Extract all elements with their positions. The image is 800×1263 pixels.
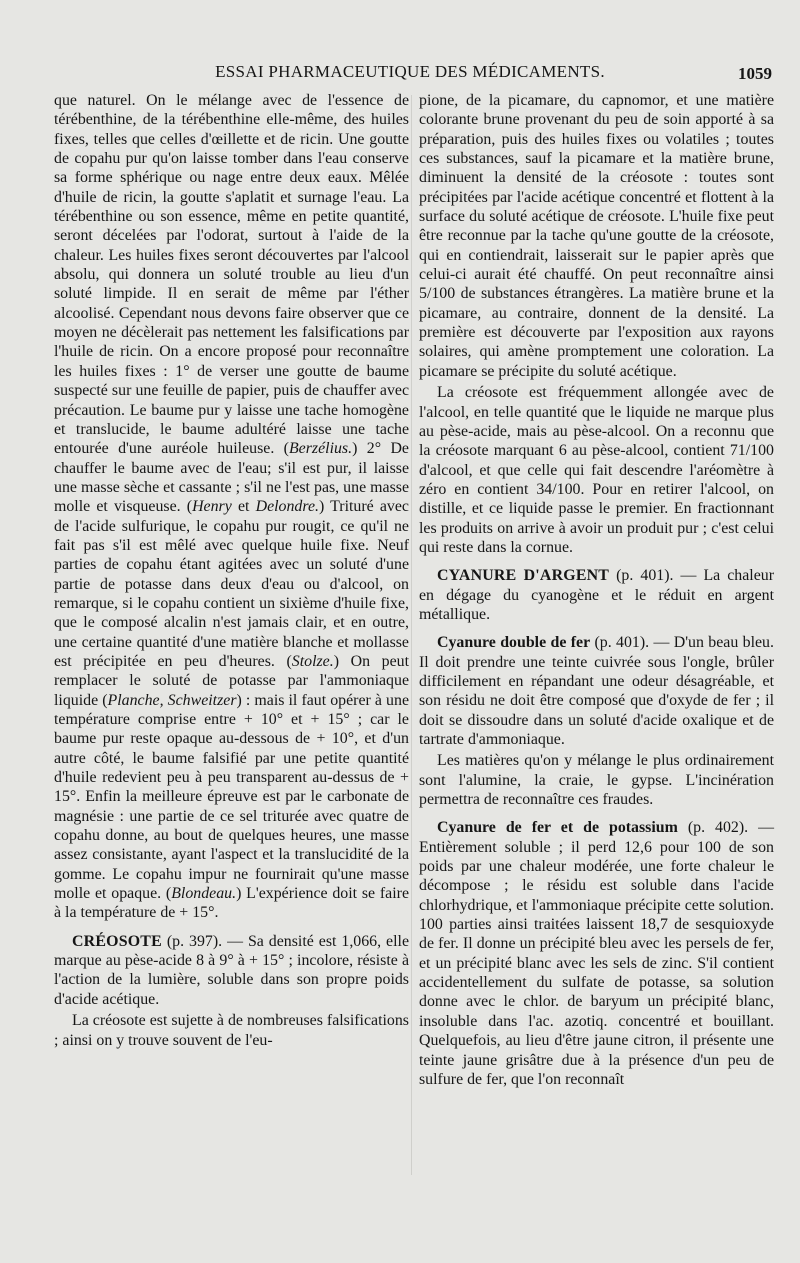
cyanure-argent-entry (419, 566, 774, 624)
entry-heading: Cyanure de fer et de potassium (437, 819, 678, 837)
creosote-entry (54, 932, 409, 1009)
citation: Blondeau. (171, 885, 237, 903)
page-number: 1059 (738, 64, 772, 83)
citation: Henry (192, 498, 232, 516)
entry-text: (p. 402). — Entièrement soluble ; il perd 12,6 pour 100 de son poids par une chaleur modérée, une forte chaleur le décompose ; le résidu est soluble dans l'acide chlorhydrique, et l'ammoniaque précipite cette solution. 100 parties ainsi traitées laissent 18,7 de sesquioxyde de fer. Il donne un précipité bleu avec les persels de fer, et un précipité blanc avec les sels de zinc. S'il contient accidentellement du sulfate de potasse, sa solution donne avec le chlor. de baryum un précipité blanc, insoluble dans l'ac. azotiq. concentré et bouillant. Quelquefois, au lieu d'être jaune citron, il présente une teinte jaune grisâtre due à la présence d'un peu de sulfure de fer, que l'on reconnaît (419, 819, 774, 1088)
citation: Delondre. (255, 498, 319, 516)
citation: Stolze. (291, 652, 334, 670)
entry-text: (p. 401). — D'un beau bleu. Il doit prendre une teinte cuivrée sous l'ongle, brûler difficilement en répandant une odeur désagréable, et son résidu ne doit être composé que d'oxyde de fer ; il doit se dissoudre dans un soluté d'acide oxalique et de tartrate d'ammoniaque. (419, 634, 774, 748)
creosote-falsification-paragraph (54, 1011, 409, 1050)
paragraph-text: La créosote est sujette à de nombreuses falsifications ; ainsi on y trouve souvent de l'eu- (54, 1012, 409, 1049)
left-column (54, 91, 409, 1050)
entry-heading: Cyanure double de fer (437, 634, 591, 652)
paragraph-text: que naturel. On le mélange avec de l'essence de térébenthine, de la térébenthine elle-même, des huiles fixes, telles que celles d'œillette et de ricin. Une goutte de copahu pur qu'on laisse tomber dans l'eau conserve sa forme sphérique ou nage entre deux eaux. Mêlée d'huile de ricin, la goutte s'aplatit et surnage l'eau. La térébenthine ou son essence, même en petite quantité, seront décelées par l'odorat, surtout à l'aide de la chaleur. Les huiles fixes seront découvertes par l'alcool absolu, qui donnera un soluté trouble au lieu d'un soluté limpide. Il en serait de même par l'éther alcoolisé. Cependant nous devons faire observer que ce moyen ne décèlerait pas nettement les falsifications par l'huile de ricin. On a encore proposé pour reconnaître les huiles fixes : 1° de verser une goutte de baume suspecté sur une feuille de papier, puis de chauffer avec précaution. Le baume pur y laisse une tache homogène et translucide, le baume adultéré laisse une tache entourée d'une auréole huileuse. ( (54, 92, 409, 458)
citation: Berzélius. (288, 440, 353, 458)
right-column (419, 91, 774, 1089)
paragraph-text: Les matières qu'on y mélange le plus ordinairement sont l'alumine, la craie, le gypse. L'incinération permettra de reconnaître ces fraudes. (419, 752, 774, 809)
cyanure-fer-entry (419, 633, 774, 749)
entry-heading: CYANURE D'ARGENT (437, 567, 610, 585)
page-title: ESSAI PHARMACEUTIQUE DES MÉDICAMENTS. (215, 62, 605, 81)
cyanure-potassium-entry (419, 818, 774, 1089)
paragraph-text: ) L'expérience doit se faire à la température de + 15°. (54, 885, 409, 922)
entry-heading: CRÉOSOTE (72, 932, 162, 950)
entry-text: (p. 401). — La chaleur en dégage du cyanogène et le réduit en argent métallique. (419, 567, 774, 623)
paragraph-text: La créosote est fréquemment allongée avec de l'alcool, en telle quantité que le liquide ne marque plus au pèse-acide, mais au pèse-alcool. On a reconnu que la créosote marquant 6 au pèse-alcool, contient 71/100 d'alcool, et que celle qui fait descendre l'aréomètre à zéro en contient 34/100. Pour en retirer l'alcool, on distille, et ce liquide passe le premier. En fractionnant les produits on arrive à avoir un produit pur ; c'est celui qui reste dans la cornue. (419, 384, 774, 556)
creosote-continuation-paragraph (419, 91, 774, 381)
copahu-falsification-paragraph (54, 91, 409, 923)
citation: Planche, Schweitzer (107, 691, 237, 709)
paragraph-text: ) On peut remplacer le soluté de potasse par l'ammoniaque liquide ( (54, 652, 409, 709)
running-header (48, 62, 772, 88)
paragraph-text: ) : mais il faut opérer à une température comprise entre + 10° et + 15° ; car le baume pur reste opaque au-dessous de + 10°, et d'un autre côté, le baume falsifié par une petite quantité d'huile redevient peu à peu transparent au-dessus de + 15°. Enfin la meilleure épreuve est par le carbonate de magnésie : une partie de ce sel triturée avec quatre de copahu donne, au bout de quelques heures, une masse assez consistante, ayant l'aspect et la translucidité de la gomme. Le copahu impur ne fournirait qu'une masse molle et opaque. ( (54, 691, 410, 903)
column-divider (411, 95, 412, 1175)
entry-text: (p. 397). — Sa densité est 1,066, elle marque au pèse-acide 8 à 9° à + 15° ; incolore, résiste à l'action de la lumière, soluble dans son propre poids d'acide acétique. (54, 932, 409, 1008)
paragraph-text: ) Trituré avec de l'acide sulfurique, le copahu pur rougit, ce qu'il ne fait pas s'il est mêlé avec quelque huile fixe. Neuf parties de copahu étant agitées avec un soluté d'une partie de potasse dans deux d'eau ou d'alcool, on remarque, si le copahu contient un sixième d'huile fixe, que le composé alcalin n'est jamais clair, et en outre, une certaine quantité d'une matière blanche et mollasse est précipitée en peu d'heures. ( (54, 498, 409, 670)
paragraph-text: ) 2° De chauffer le baume avec de l'eau; s'il est pur, il laisse une masse sèche et cassante ; s'il ne l'est pas, une masse molle et visqueuse. ( (54, 440, 409, 516)
paragraph-text: et (231, 498, 256, 516)
cyanure-fer-fraud-paragraph (419, 751, 774, 809)
creosote-alcohol-paragraph (419, 383, 774, 557)
paragraph-text: pione, de la picamare, du capnomor, et une matière colorante brune provenant du peu de soin apporté à sa préparation, puis des huiles fixes ou volatiles ; toutes ces substances, sauf la picamare et la matière brune, diminuent la densité de la créosote : toutes sont précipitées par l'acide acétique concentré et flottent à la surface du soluté acétique de créosote. L'huile fixe peut être reconnue par la tache qu'une goutte de la créosote, qui en contiendrait, laisserait sur le papier après que celui-ci aurait été chauffé. On peut reconnaître ainsi 5/100 de substances étrangères. La matière brune et la picamare, au contraire, donnent de la densité. La première est découverte par l'exposition aux rayons solaires, qui amène promptement une coloration. La picamare se précipite du soluté acétique. (419, 92, 774, 380)
